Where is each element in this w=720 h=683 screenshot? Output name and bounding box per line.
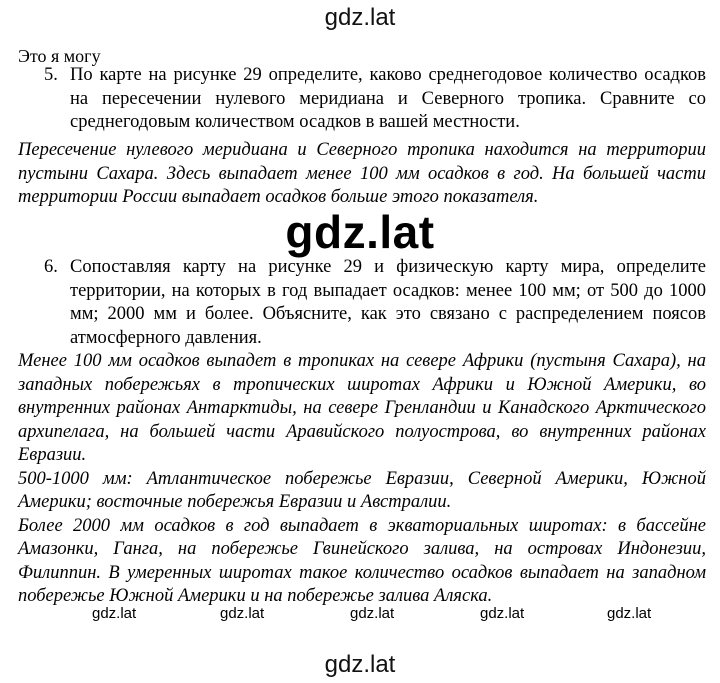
watermark-small: gdz.lat [220, 605, 265, 622]
watermark-top: gdz.lat [324, 4, 396, 31]
question-6-number: 6. [44, 257, 58, 277]
watermark-small: gdz.lat [480, 605, 525, 622]
watermark-small: gdz.lat [92, 605, 137, 622]
watermark-small: gdz.lat [350, 605, 395, 622]
watermark-small: gdz.lat [607, 605, 652, 622]
watermark-big: gdz.lat [285, 206, 435, 258]
answer-6-paragraph: Более 2000 мм осадков в год выпадает в экваториальных широтах: в бассейне Амазонки, Ганга, на побережье Гвинейского залива, на островах Индонезии, Филиппин. В умеренных широтах такое количество осадков выпадает на западном побережье Южной Америки и на побережье залива Аляска. [18, 515, 706, 606]
watermark-bottom: gdz.lat [324, 651, 396, 678]
section-heading: Это я могу [18, 46, 101, 66]
question-6 [44, 256, 706, 350]
answer-6 [18, 350, 706, 609]
question-6-text: Сопоставляя карту на рисунке 29 и физическую карту мира, определите территории, на которых в год выпадает осадков: менее 100 мм; от 500 до 1000 мм; 2000 мм и более. Объясните, как это связано с распределением поясов атмосферного давления. [70, 257, 706, 348]
answer-6-paragraph: 500-1000 мм: Атлантическое побережье Евразии, Северной Америки, Южной Америки; восточные побережья Евразии и Австралии. [18, 468, 706, 512]
question-5-number: 5. [44, 65, 58, 85]
answer-6-paragraph: Менее 100 мм осадков выпадет в тропиках на севере Африки (пустыня Сахара), на западных побережьях в тропических широтах Африки и Южной Америки, во внутренних районах Антарктиды, на севере Гренландии и Канадского Арктического архипелага, на большей части Аравийского полуострова, во внутренних районах Евразии. [18, 351, 706, 465]
answer-5: Пересечение нулевого меридиана и Северного тропика находится на территории пустыни Сахара. Здесь выпадает менее 100 мм осадков в год. На большей части территории России выпадает осадков больше этого показателя. [18, 140, 706, 207]
question-5 [44, 64, 706, 135]
question-5-text: По карте на рисунке 29 определите, каково среднегодовое количество осадков на пересечении нулевого меридиана и Северного тропика. Сравните со среднегодовым количеством осадков в вашей местности. [70, 65, 706, 132]
